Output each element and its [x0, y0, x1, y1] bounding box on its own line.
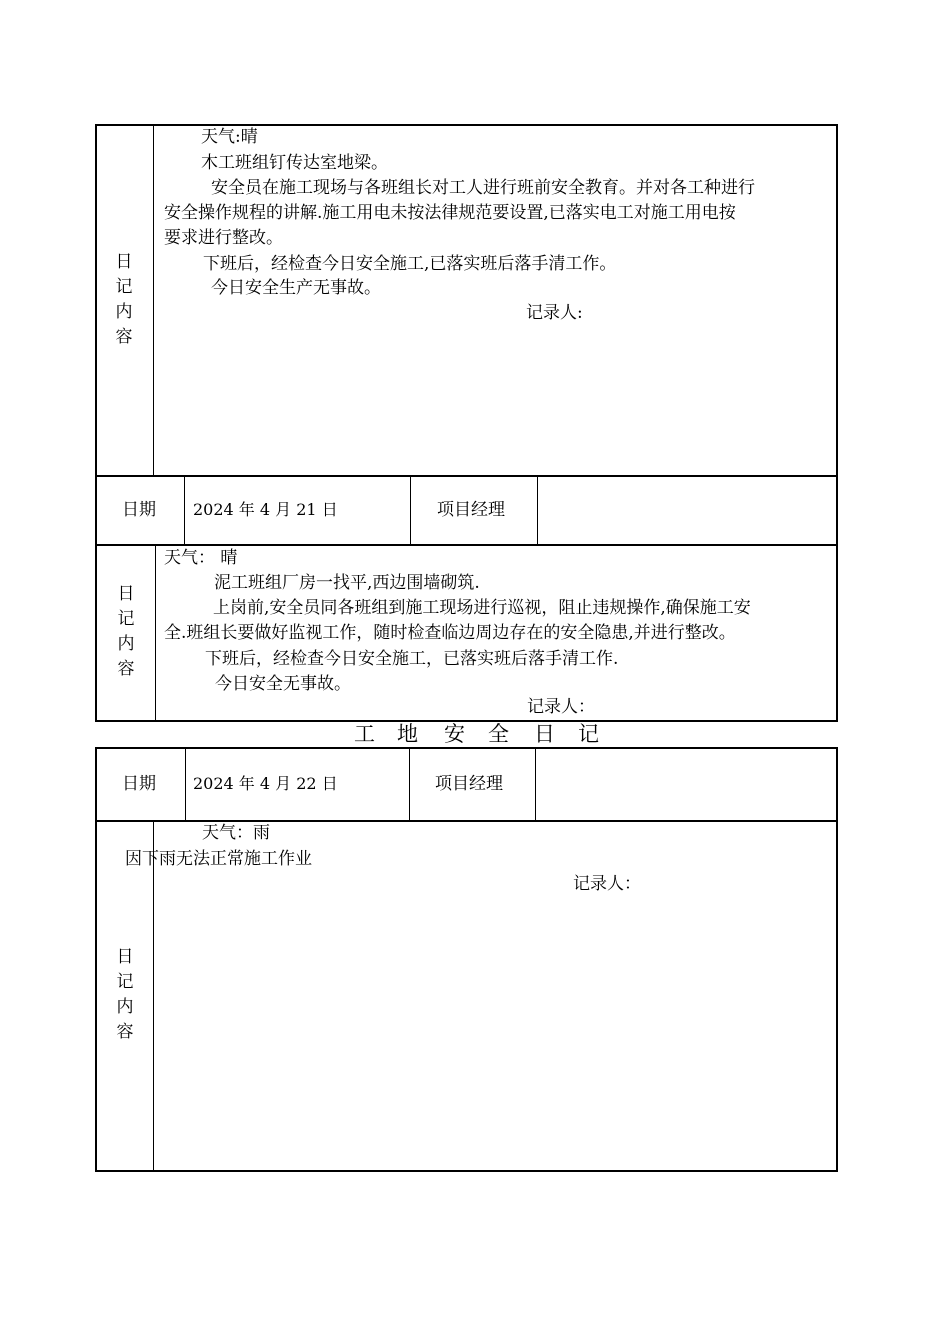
title-char: 地 — [397, 722, 418, 746]
label-char: 记 — [115, 277, 133, 297]
date-value: 2024 年 4 月 21 日 — [193, 500, 338, 519]
safety-summary-line: 今日安全生产无事故。 — [211, 278, 381, 298]
recorder-label: 记录人： — [573, 874, 641, 894]
column-divider — [409, 748, 410, 821]
title-char: 全 — [488, 722, 509, 746]
weather-text: 天气:晴 — [201, 127, 258, 147]
after-work-line: 下班后，经检查今日安全施工，已落实班后落手清工作. — [205, 649, 619, 669]
title-char: 日 — [534, 722, 555, 746]
column-divider — [537, 476, 538, 545]
weather-text: 天气：雨 — [202, 823, 270, 843]
project-manager-label: 项目经理 — [435, 774, 503, 794]
label-char: 容 — [117, 659, 135, 679]
label-char: 内 — [115, 302, 133, 322]
label-char: 容 — [116, 1022, 134, 1042]
column-divider — [153, 821, 154, 1171]
column-divider — [153, 125, 154, 476]
title-char: 记 — [578, 722, 599, 746]
diary-content-label-1 — [111, 250, 137, 350]
label-char: 日 — [117, 584, 135, 604]
label-char: 日 — [115, 252, 133, 272]
title-char: 安 — [444, 722, 465, 746]
project-manager-label: 项目经理 — [437, 500, 505, 520]
column-divider — [184, 476, 185, 545]
label-char: 内 — [116, 997, 134, 1017]
date-value: 2024 年 4 月 22 日 — [193, 774, 338, 793]
safety-summary-line: 今日安全无事故。 — [215, 674, 351, 694]
column-divider — [185, 748, 186, 821]
diary-entry-box-3 — [95, 820, 838, 1172]
work-line: 木工班组钉传达室地梁。 — [201, 153, 388, 173]
diary-content-label-2 — [113, 582, 139, 682]
date-label: 日期 — [122, 774, 156, 794]
paragraph-line: 上岗前,安全员同各班组到施工现场进行巡视，阻止违规操作,确保施工安 — [213, 598, 751, 618]
diary-content-label-3 — [112, 945, 138, 1045]
column-divider — [410, 476, 411, 545]
work-line: 因下雨无法正常施工作业 — [125, 849, 312, 869]
column-divider — [535, 748, 536, 821]
weather-text: 天气： 晴 — [164, 548, 238, 568]
paragraph-line: 安全操作规程的讲解.施工用电未按法律规范要设置,已落实电工对施工用电按 — [164, 203, 736, 223]
label-char: 内 — [117, 634, 135, 654]
label-char: 容 — [115, 327, 133, 347]
column-divider — [155, 545, 156, 721]
diary-entry-box-1 — [95, 124, 838, 477]
recorder-label: 记录人： — [527, 697, 595, 717]
recorder-label: 记录人: — [526, 303, 583, 323]
title-char: 工 — [354, 722, 375, 746]
paragraph-line: 全.班组长要做好监视工作，随时检查临边周边存在的安全隐患,并进行整改。 — [164, 623, 736, 643]
label-char: 记 — [117, 609, 135, 629]
paragraph-line: 安全员在施工现场与各班组长对工人进行班前安全教育。并对各工种进行 — [211, 178, 755, 198]
label-char: 日 — [116, 947, 134, 967]
paragraph-line: 要求进行整改。 — [164, 228, 283, 248]
after-work-line: 下班后，经检查今日安全施工,已落实班后落手清工作。 — [203, 254, 617, 274]
label-char: 记 — [116, 972, 134, 992]
work-line: 泥工班组厂房一找平,西边围墙砌筑. — [214, 573, 480, 593]
date-label: 日期 — [122, 500, 156, 520]
